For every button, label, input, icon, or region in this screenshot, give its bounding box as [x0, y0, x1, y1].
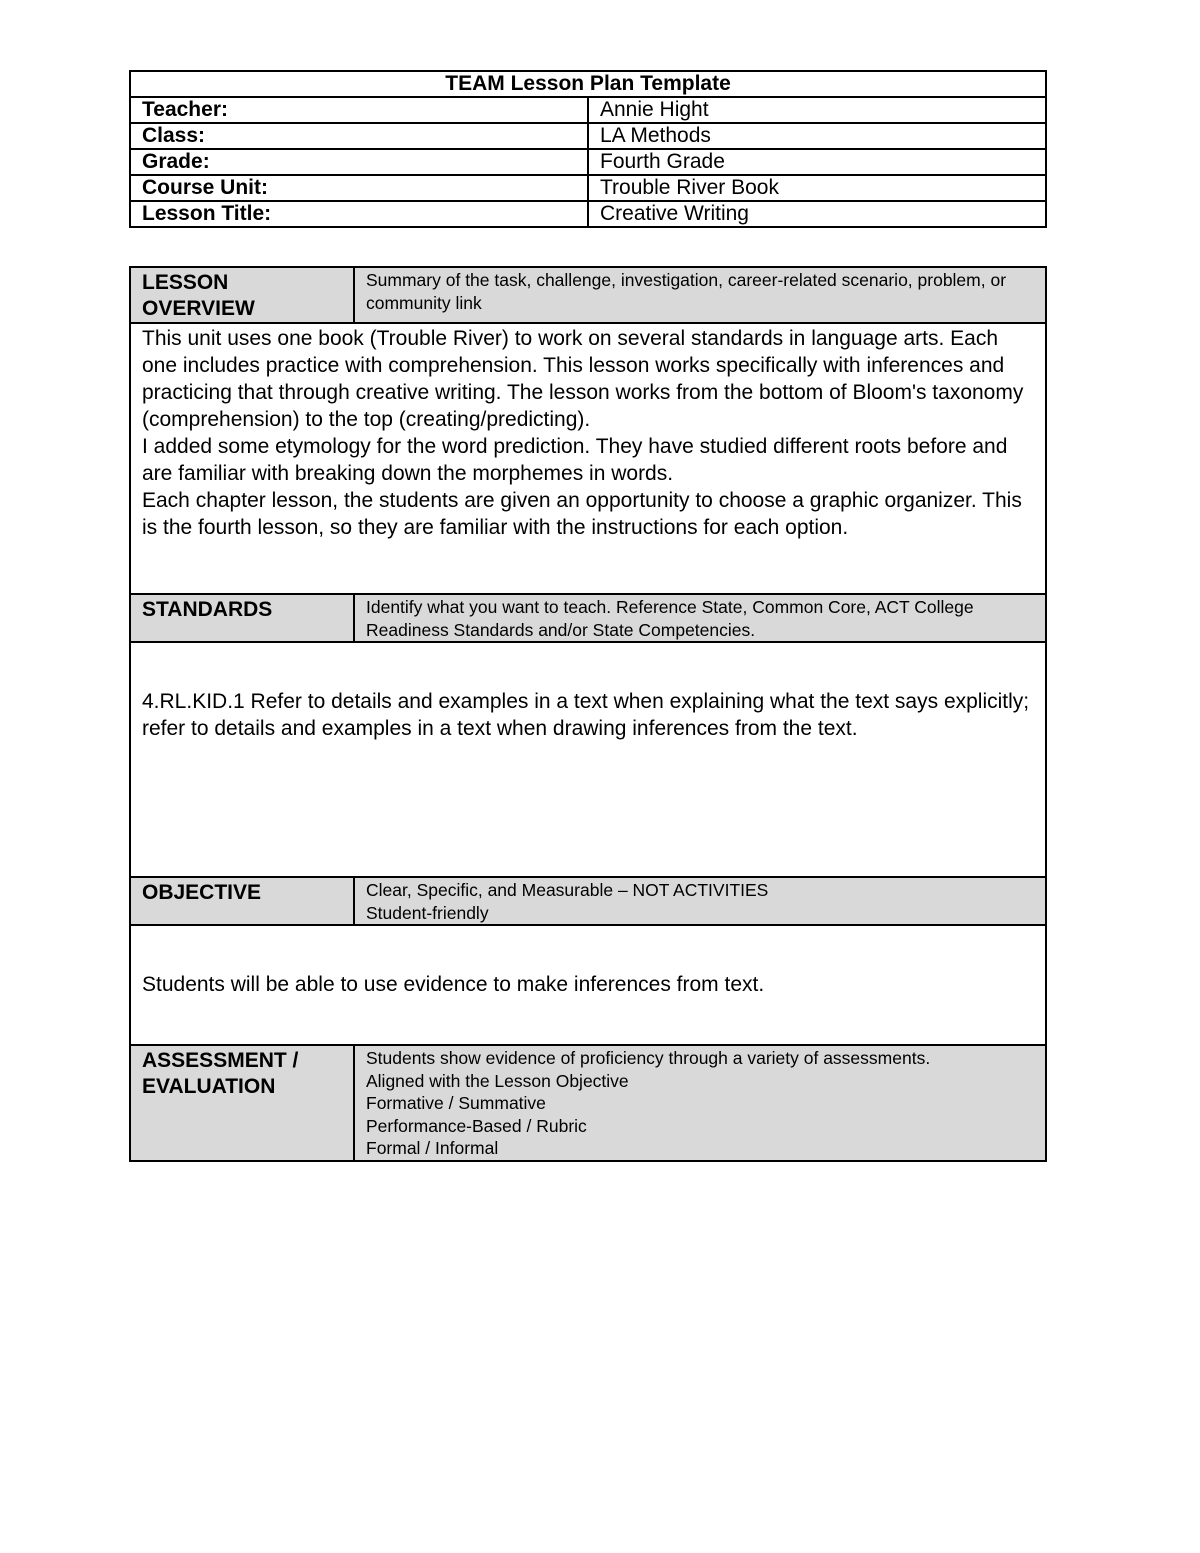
- class-row: [130, 123, 1046, 149]
- overview-paragraph: Each chapter lesson, the students are given an opportunity to choose a graphic organizer. This is the fourth lesson, so they are familiar with the instructions for each option.: [142, 489, 1022, 539]
- objective-title: OBJECTIVE: [130, 877, 354, 925]
- standards-hint: Identify what you want to teach. Reference State, Common Core, ACT College Readiness Standards and/or State Competencies.: [354, 594, 1046, 642]
- overview-paragraph: I added some etymology for the word prediction. They have studied different roots before and are familiar with breaking down the morphemes in words.: [142, 435, 1008, 485]
- teacher-row: [130, 97, 1046, 123]
- objective-hint-line: Student-friendly: [366, 902, 489, 923]
- objective-body-row: [130, 925, 1046, 1045]
- overview-title: LESSON OVERVIEW: [130, 267, 354, 323]
- overview-body-row: [130, 323, 1046, 594]
- assessment-header-row: [130, 1045, 1046, 1161]
- course-unit-label: Course Unit:: [130, 175, 588, 201]
- objective-hint: [354, 877, 1046, 925]
- objective-body: Students will be able to use evidence to make inferences from text.: [130, 925, 1046, 1045]
- standards-body-row: [130, 642, 1046, 877]
- assessment-hint-line: Performance-Based / Rubric: [366, 1115, 587, 1136]
- assessment-hint: [354, 1045, 1046, 1161]
- class-value: LA Methods: [588, 123, 1046, 149]
- teacher-value: Annie Hight: [588, 97, 1046, 123]
- overview-hint: Summary of the task, challenge, investigation, career-related scenario, problem, or community link: [354, 267, 1046, 323]
- class-label: Class:: [130, 123, 588, 149]
- course-unit-row: [130, 175, 1046, 201]
- grade-label: Grade:: [130, 149, 588, 175]
- lesson-info-table: [129, 70, 1047, 228]
- grade-value: Fourth Grade: [588, 149, 1046, 175]
- assessment-hint-line: Aligned with the Lesson Objective: [366, 1070, 629, 1091]
- standards-body: 4.RL.KID.1 Refer to details and examples in a text when explaining what the text says explicitly; refer to details and examples in a text when drawing inferences from the text.: [130, 642, 1046, 877]
- objective-hint-line: Clear, Specific, and Measurable – NOT ACTIVITIES: [366, 880, 769, 900]
- overview-body: [130, 323, 1046, 594]
- lesson-title-value: Creative Writing: [588, 201, 1046, 227]
- overview-header-row: [130, 267, 1046, 323]
- overview-paragraph: This unit uses one book (Trouble River) to work on several standards in language arts. Each one includes practice with comprehension. This lesson works specifically with inferences and practicing that through creative writing. The lesson works from the bottom of Bloom's taxonomy (comprehension) to the top (creating/predicting).: [142, 327, 1024, 431]
- lesson-title-label: Lesson Title:: [130, 201, 588, 227]
- assessment-hint-line: Formative / Summative: [366, 1093, 546, 1113]
- lesson-sections-table: [129, 266, 1047, 1162]
- standards-title: STANDARDS: [130, 594, 354, 642]
- assessment-hint-line: Students show evidence of proficiency through a variety of assessments.: [366, 1048, 931, 1068]
- standards-header-row: [130, 594, 1046, 642]
- course-unit-value: Trouble River Book: [588, 175, 1046, 201]
- template-title-row: [130, 71, 1046, 97]
- assessment-hint-line: Formal / Informal: [366, 1138, 499, 1158]
- teacher-label: Teacher:: [130, 97, 588, 123]
- template-title: TEAM Lesson Plan Template: [130, 71, 1046, 97]
- lesson-title-row: [130, 201, 1046, 227]
- assessment-title: ASSESSMENT / EVALUATION: [130, 1045, 354, 1161]
- objective-header-row: [130, 877, 1046, 925]
- grade-row: [130, 149, 1046, 175]
